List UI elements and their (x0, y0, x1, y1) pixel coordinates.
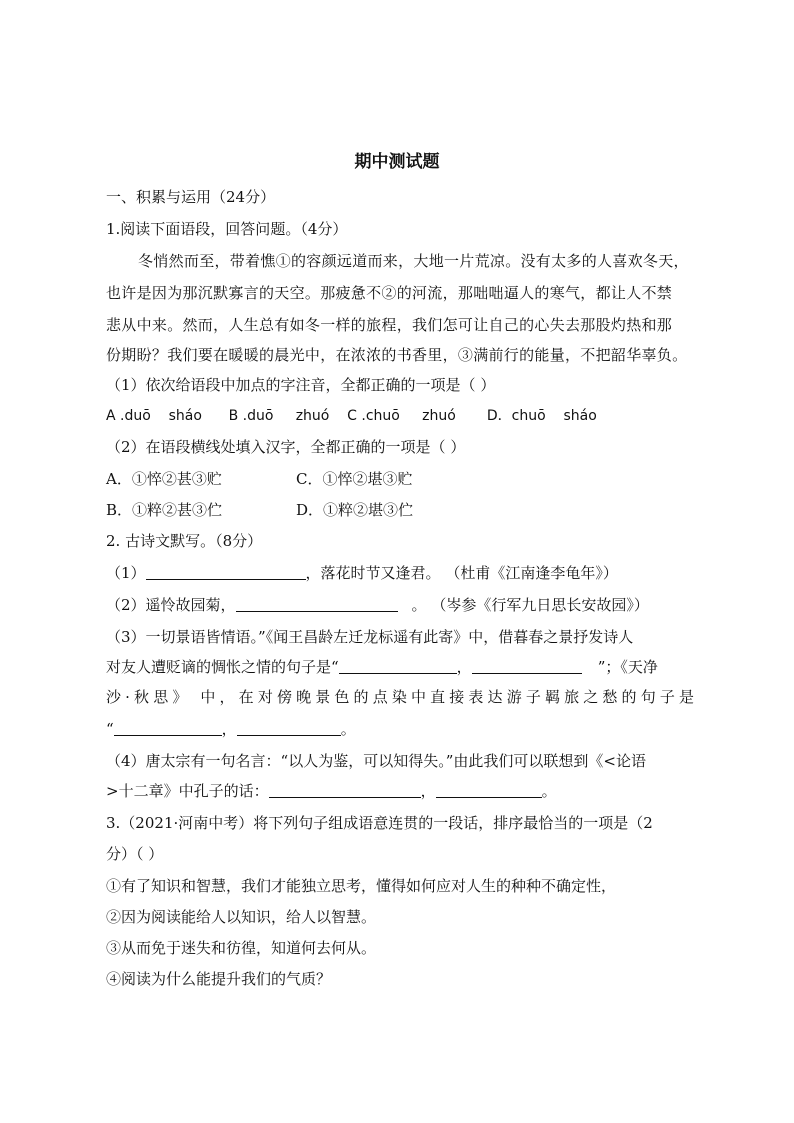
question-1-sub-1-options: A .duō sháo B .duō zhuó C .chuō zhuó D．chuō sháo (106, 408, 597, 424)
poem-4-line-1: （4）唐太宗有一句名言：“以人为鉴，可以知得失。”由此我们可以联想到《<论语 (106, 752, 646, 770)
sentence-4: ④阅读为什么能提升我们的气质？ (106, 970, 332, 988)
section-heading: 一、积累与运用（24分） (106, 188, 276, 206)
comma: ， (456, 658, 472, 676)
passage-line-1: 冬悄然而至，带着憔①的容颜远道而来，大地一片荒凉。没有太多的人喜欢冬天， (138, 252, 689, 270)
question-1-sub-2: （2）在语段横线处填入汉字，全都正确的一项是（ ） (106, 438, 466, 456)
comma: ， (420, 782, 436, 800)
poem-line-1 (106, 562, 694, 584)
sentence-2: ②因为阅读能给人以知识，给人以智慧。 (106, 908, 377, 926)
option-d: D．①粹②堪③伫 (296, 501, 414, 519)
option-c: C．①悴②堪③贮 (296, 470, 413, 488)
sentence-3: ③从而免于迷失和彷徨，知道何去何从。 (106, 939, 377, 957)
answer-blank[interactable] (339, 657, 457, 674)
answer-blank[interactable] (237, 719, 341, 736)
poem-4-line-2-prefix: >十二章》中孔子的话： (106, 782, 269, 800)
poem-line-2-prefix: （2）遥怜故园菊， (106, 596, 236, 614)
passage-line-3: 悲从中来。然而，人生总有如冬一样的旅程，我们怎可让自己的心失去那股灼热和那 (106, 316, 673, 334)
poem-line-2-suffix: 。 （岑参《行军九日思长安故园》） (411, 596, 649, 614)
comma: ， (221, 720, 237, 738)
question-2-heading: 2. 古诗文默写。（8分） (106, 532, 263, 550)
poem-3-line-2 (106, 656, 694, 678)
poem-3-line-3: 沙·秋思》 中，在对傍晚景色的点染中直接表达游子羁旅之愁的句子是 (106, 688, 694, 706)
poem-4-line-2 (106, 780, 694, 802)
passage-line-4: 份期盼？我们要在暖暖的晨光中，在浓浓的书香里，③满前行的能量，不把韶华辜负。 (106, 346, 688, 364)
poem-3-line-2-suffix: ”；《天净 (597, 658, 658, 676)
answer-blank[interactable] (472, 657, 582, 674)
poem-line-1-suffix: ，落花时节又逢君。 （杜甫《江南逢李龟年》） (305, 564, 618, 582)
answer-blank[interactable] (114, 719, 222, 736)
answer-blank[interactable] (269, 781, 421, 798)
question-1-sub-1: （1）依次给语段中加点的字注音，全都正确的一项是（ ） (106, 376, 496, 394)
period: 。 (340, 720, 356, 738)
question-3-line-1: 3.（2021·河南中考）将下列句子组成语意连贯的一段话，排序最恰当的一项是（2 (106, 814, 653, 832)
answer-blank[interactable] (236, 595, 398, 612)
sentence-1: ①有了知识和智慧，我们才能独立思考，懂得如何应对人生的种种不确定性， (106, 877, 617, 895)
poem-line-1-prefix: （1） (106, 564, 146, 582)
answer-blank[interactable] (146, 563, 306, 580)
passage-line-2: 也许是因为那沉默寡言的天空。那疲惫不②的河流，那咄咄逼人的寒气，都让人不禁 (106, 284, 673, 302)
poem-3-line-4 (106, 718, 694, 740)
period: 。 (541, 782, 557, 800)
poem-3-line-1: （3）一切景语皆情语。”《闻王昌龄左迁龙标遥有此寄》中，借暮春之景抒发诗人 (106, 628, 634, 646)
question-3-line-2: 分）（ ） (106, 845, 164, 863)
option-b: B．①粹②甚③伫 (106, 501, 223, 519)
open-quote: “ (106, 720, 114, 738)
poem-line-2 (106, 594, 694, 616)
question-1-heading: 1.阅读下面语段，回答问题。（4分） (106, 220, 348, 238)
option-a: A．①悴②甚③贮 (106, 470, 222, 488)
poem-3-line-2-prefix: 对友人遭贬谪的惆怅之情的句子是“ (106, 658, 339, 676)
answer-blank[interactable] (436, 781, 542, 798)
page-title: 期中测试题 (354, 152, 440, 172)
